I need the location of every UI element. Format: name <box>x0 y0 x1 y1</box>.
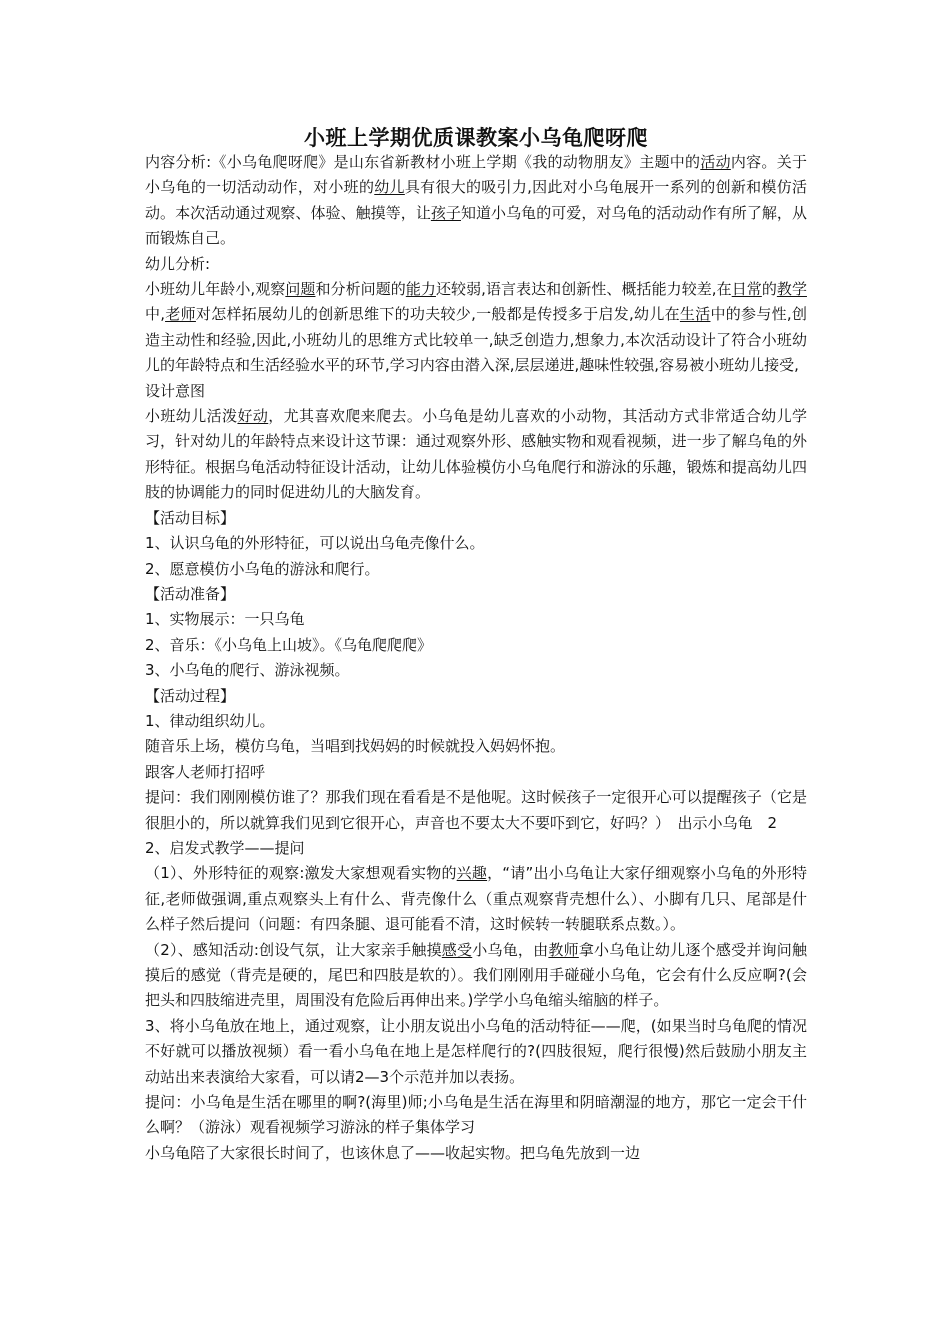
section-heading-child-analysis: 幼儿分析: <box>145 254 211 273</box>
process-text: 随音乐上场，模仿乌龟，当唱到找妈妈的时候就投入妈妈怀抱。 <box>145 737 566 756</box>
child-analysis-paragraph <box>145 277 807 379</box>
section-heading-process: 【活动过程】 <box>145 686 236 705</box>
process-text: 跟客人老师打招呼 <box>145 762 266 781</box>
link-youer[interactable]: 幼儿 <box>374 178 405 197</box>
link-xingqu[interactable]: 兴趣 <box>456 864 488 883</box>
process-step: 3、将小乌龟放在地上，通过观察，让小朋友说出小乌龟的活动特征——爬，(如果当时乌龟爬的情况不好就可以播放视频）看一看小乌龟在地上是怎样爬行的?(四肢很短，爬行很慢)然后鼓励小朋友主动站出来表演给大家看，可以请2—3个示范并加以表扬。 <box>145 1016 807 1086</box>
link-richang[interactable]: 日常 <box>731 280 762 299</box>
section-heading-preparation: 【活动准备】 <box>145 584 236 603</box>
link-jiaoshi[interactable]: 教师 <box>548 940 579 959</box>
section-heading-design-intent: 设计意图 <box>145 381 206 400</box>
prep-item: 2、音乐：《小乌龟上山坡》。《乌龟爬爬爬》 <box>145 635 433 654</box>
text-run: ，尤其喜欢爬来爬去。小乌龟是幼儿喜欢的小动物，其活动方式非常适合幼儿学习，针对幼儿的年龄特点来设计这节课：通过观察外形、感触实物和观看视频，进一步了解乌龟的外形特征。根据乌龟活动特征设计活动，让幼儿体验模仿小乌龟爬行和游泳的乐趣，锻炼和提高幼儿四肢的协调能力的同时促进幼儿的大脑发育。 <box>145 407 807 502</box>
link-nengli[interactable]: 能力 <box>405 280 436 299</box>
text-run: 知道小乌龟的可爱，对乌龟的活动动作有所了解，从而锻炼自己。 <box>145 203 807 248</box>
process-text: 提问：我们刚刚模仿谁了？那我们现在看看是不是他呢。这时候孩子一定很开心可以提醒孩子（它是很胆小的，所以就算我们见到它很开心，声音也不要太大不要吓到它，好吗？） 出示小乌龟 2 <box>145 788 807 832</box>
link-ganshou[interactable]: 感受 <box>441 940 473 959</box>
text-run: 对怎样拓展幼儿的创新思维下的功夫较少,一般都是传授多于启发,幼儿在 <box>195 305 680 324</box>
prep-item: 1、实物展示：一只乌龟 <box>145 610 305 629</box>
link-shenghuo[interactable]: 生活 <box>679 305 711 324</box>
text-run: 小班幼儿年龄小,观察 <box>145 280 286 299</box>
text-run: ，“请”出小乌龟让大家仔细观察小乌龟的外形特征,老师做强调,重点观察头上有什么、背壳像什么（重点观察背壳想什么）、小脚有几只、尾部是什么样子然后提问（问题：有四条腿、退可能看不清，这时候转一转腿联系点数。）。 <box>145 864 807 934</box>
text-run: （1）、外形特征的观察:激发大家想观看实物的 <box>145 864 457 883</box>
process-step: 2、启发式教学——提问 <box>145 838 305 857</box>
text-run: 和分析问题的 <box>315 280 406 299</box>
process-text: 小乌龟陪了大家很长时间了，也该休息了——收起实物。把乌龟先放到一边 <box>145 1143 641 1162</box>
process-text <box>145 938 807 1014</box>
text-run: 拿小乌龟让幼儿逐个感受并询问触摸后的感觉（背壳是硬的，尾巴和四肢是软的）。我们刚刚用手碰碰小乌龟，它会有什么反应啊?(会把头和四肢缩进壳里，周围没有危险后再伸出来。)学学小乌龟缩头缩脑的样子。 <box>145 940 807 1010</box>
text-run: 小班幼儿活泼 <box>145 407 238 426</box>
link-wenti[interactable]: 问题 <box>285 280 316 299</box>
goal-item: 1、认识乌龟的外形特征，可以说出乌龟壳像什么。 <box>145 534 485 553</box>
document-title: 小班上学期优质课教案小乌龟爬呀爬 <box>304 126 648 150</box>
prep-item: 3、小乌龟的爬行、游泳视频。 <box>145 661 350 680</box>
link-haodong[interactable]: 好动 <box>237 407 269 426</box>
design-intent-paragraph <box>145 404 807 506</box>
content-analysis-paragraph <box>145 150 807 252</box>
text-run: 中, <box>145 305 166 324</box>
section-heading-goals: 【活动目标】 <box>145 508 236 527</box>
text-run: 中的参与性,创造主动性和经验,因此,小班幼儿的思维方式比较单一,缺乏创造力,想象力,本次活动设计了符合小班幼儿的年龄特点和生活经验水平的环节,学习内容由潜入深,层层递进,趣味性较强,容易被小班幼儿接受, <box>145 305 807 375</box>
text-run: 小乌龟，由 <box>472 940 549 959</box>
text-run: 具有很大的吸引力,因此对小乌龟展开一系列的创新和模仿活动。本次活动通过观察、体验、触摸等，让 <box>145 178 807 222</box>
goal-item: 2、愿意模仿小乌龟的游泳和爬行。 <box>145 559 380 578</box>
text-run: 内容。关于小乌龟的一切活动动作，对小班的 <box>145 153 807 197</box>
text-run: 还较弱,语言表达和创新性、概括能力较差,在 <box>435 280 732 299</box>
text-run: 内容分析:《小乌龟爬呀爬》是山东省新教材小班上学期《我的动物朋友》主题中的 <box>145 153 701 171</box>
link-laoshi[interactable]: 老师 <box>165 305 196 324</box>
process-step: 1、律动组织幼儿。 <box>145 711 275 730</box>
link-huodong[interactable]: 活动 <box>700 153 731 171</box>
process-text <box>145 861 807 937</box>
link-jiaoxue[interactable]: 教学 <box>776 280 807 299</box>
text-run: 的 <box>761 280 777 299</box>
document-body <box>145 150 807 1166</box>
text-run: （2）、感知活动:创设气氛，让大家亲手触摸 <box>145 940 442 959</box>
process-text: 提问：小乌龟是生活在哪里的啊?(海里)师;小乌龟是生活在海里和阴暗潮湿的地方，那它一定会干什么啊？（游泳）观看视频学习游泳的样子集体学习 <box>145 1093 807 1137</box>
link-haizi[interactable]: 孩子 <box>430 203 461 222</box>
